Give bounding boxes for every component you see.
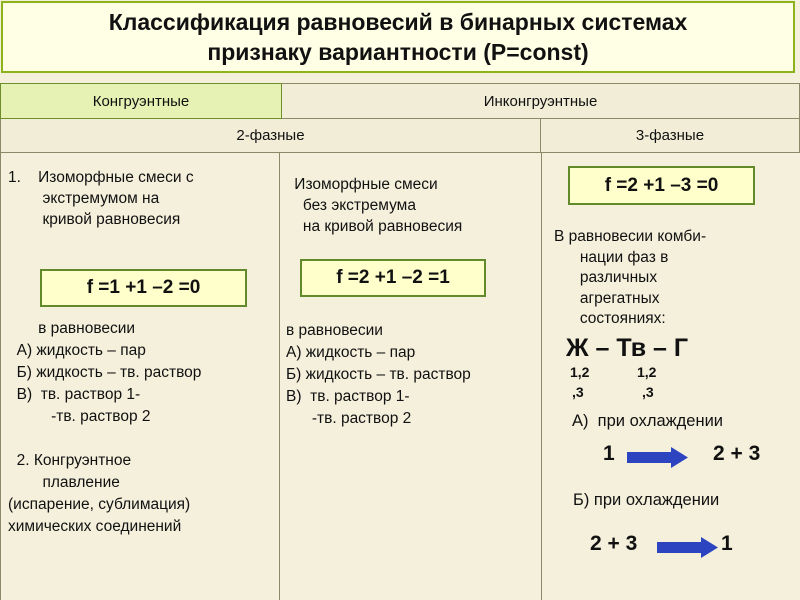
two-phase-label: 2-фазные <box>236 127 305 144</box>
title-line-1: Классификация равновесий в бинарных системах <box>108 9 688 35</box>
case-a-label: А) при охлаждении <box>572 412 724 430</box>
case-a-from: 1 <box>603 442 615 465</box>
index-left-top: 1,2 <box>570 364 590 380</box>
col-divider-1 <box>279 153 280 600</box>
col3-description: В равновесии комби- нации фаз в различных агрегатных состояниях: <box>554 228 707 327</box>
title-line-2: признаку вариантности (P=const) <box>207 39 589 65</box>
phases-line: Ж – Тв – Г <box>566 334 689 362</box>
arrow-right-icon <box>657 537 719 559</box>
index-right-top: 1,2 <box>637 364 657 380</box>
formula-three-phase-text: f =2 +1 –3 =0 <box>604 174 719 196</box>
col-divider-2 <box>541 153 542 600</box>
formula-two-phase <box>300 259 486 297</box>
index-right-bottom: ,3 <box>642 384 654 400</box>
index-left-bottom: ,3 <box>572 384 584 400</box>
formula-three-phase <box>568 166 755 205</box>
congruent-label: Конгруэнтные <box>92 92 190 110</box>
congruent-header <box>0 83 282 119</box>
case-b-label: Б) при охлаждении <box>573 491 720 509</box>
incongruent-header <box>282 83 800 119</box>
three-phase-label: 3-фазные <box>635 127 705 144</box>
col1-equilibria-list: в равновесии А) жидкость – пар Б) жидкость – тв. раствор В) тв. раствор 1- -тв. раствор 2 2. Конгруэнтное плавление (испарение, сублимация) химических соединений <box>8 320 202 535</box>
formula-congruent-text: f =1 +1 –2 =0 <box>86 277 201 298</box>
title-banner <box>1 1 795 73</box>
case-b-to: 1 <box>721 532 733 555</box>
col1-item1: 1. Изоморфные смеси с экстремумом на кривой равновесия <box>8 169 194 228</box>
arrow-right-icon <box>627 447 689 469</box>
incongruent-label: Инконгруэнтные <box>483 92 598 110</box>
col2-equilibria-list: в равновесии А) жидкость – пар Б) жидкость – тв. раствор В) тв. раствор 1- -тв. раствор 2 <box>286 322 471 427</box>
three-phase-header <box>541 119 800 153</box>
formula-congruent <box>40 269 247 307</box>
two-phase-header <box>0 119 541 153</box>
formula-two-phase-text: f =2 +1 –2 =1 <box>336 267 450 288</box>
case-b-from: 2 + 3 <box>590 532 638 555</box>
col2-item: Изоморфные смеси без экстремума на кривой равновесия <box>294 176 463 235</box>
col-divider-left <box>0 153 1 600</box>
case-a-to: 2 + 3 <box>713 442 761 465</box>
